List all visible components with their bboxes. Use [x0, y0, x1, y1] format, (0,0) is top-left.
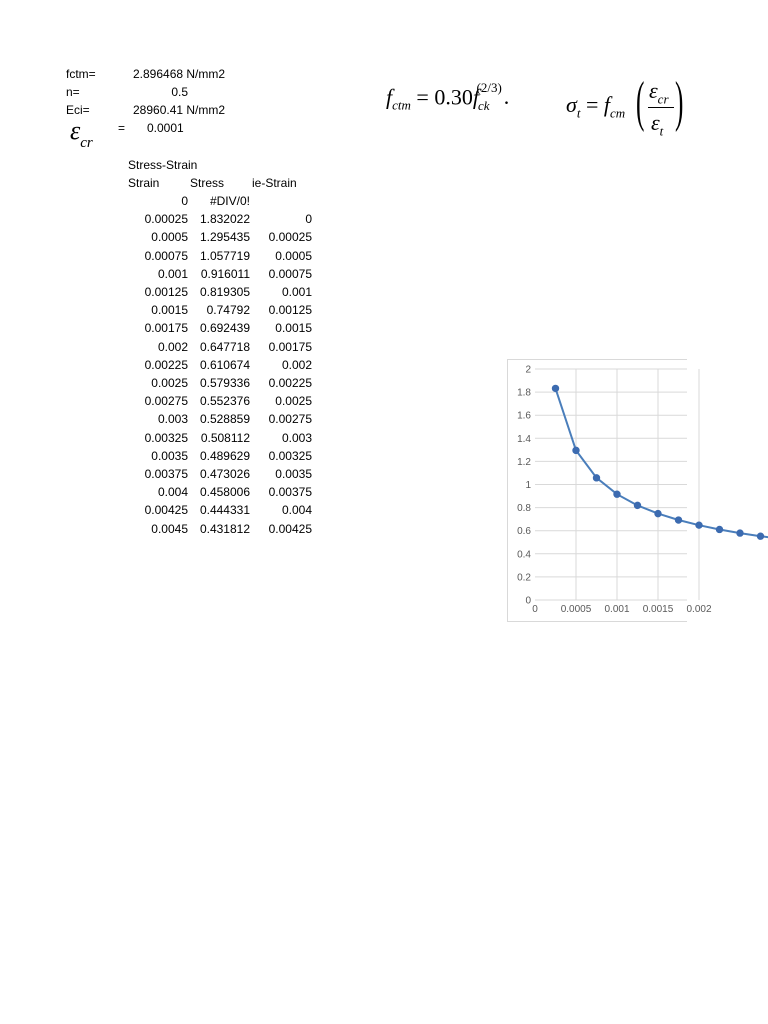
header-stress: Stress [190, 176, 225, 190]
data-point [573, 447, 579, 453]
cell-stress: 0.916011 [200, 267, 250, 281]
series-line [556, 388, 768, 550]
cell-stress: 0.74792 [206, 303, 250, 317]
formula-right-paren: ) [675, 71, 684, 133]
cell-ie-strain: 0.00175 [268, 340, 312, 354]
cell-stress: 0.692439 [199, 321, 250, 335]
y-tick-label: 1 [525, 480, 531, 491]
y-tick-label: 0.6 [517, 526, 531, 538]
cell-stress: #DIV/0! [209, 194, 250, 208]
cell-stress: 1.057719 [199, 249, 250, 263]
cell-ie-strain: 0.0015 [275, 321, 312, 335]
fctm-value: 2.896468 N/mm2 [133, 67, 226, 81]
cell-stress: 0.647718 [199, 340, 250, 354]
cell-strain: 0.0005 [151, 230, 188, 244]
cell-strain: 0.00325 [144, 431, 188, 445]
cell-strain: 0.00425 [144, 503, 188, 517]
cell-stress: 0.552376 [199, 394, 250, 408]
y-tick-label: 1.6 [517, 410, 531, 422]
x-tick-label: 0.0015 [642, 604, 674, 615]
n-value: 0.5 [171, 85, 188, 99]
ecr-equals: = [118, 121, 126, 135]
data-point [757, 533, 763, 539]
cell-strain: 0.0045 [151, 522, 188, 536]
cell-ie-strain: 0.00425 [268, 522, 312, 536]
formula-left-paren: ( [636, 71, 645, 133]
formula-sigma: $\sigma_t = f_{cm}$ [566, 92, 626, 121]
cell-ie-strain: 0.00375 [268, 485, 312, 499]
cell-strain: 0.001 [157, 267, 188, 281]
y-tick-label: 1.4 [517, 433, 531, 445]
cell-stress: 0.444331 [199, 503, 250, 517]
cell-ie-strain: 0.0025 [275, 394, 312, 408]
cell-ie-strain: 0.0035 [275, 467, 312, 481]
cell-ie-strain: 0.004 [281, 503, 312, 517]
y-tick-label: 0 [525, 595, 531, 607]
cell-stress: 0.528859 [199, 412, 250, 426]
cell-strain: 0.0035 [151, 449, 188, 463]
formula-numerator: $\varepsilon_{cr}$ [649, 78, 669, 107]
ecr-symbol: $\varepsilon_{cr}$ [70, 116, 93, 152]
formula-denominator: $\varepsilon_t$ [651, 110, 664, 139]
data-point [593, 475, 599, 481]
cell-stress: 1.832022 [199, 212, 250, 226]
cell-strain: 0.00225 [144, 358, 188, 372]
cell-strain: 0.004 [157, 485, 188, 499]
formula-fraction-bar [648, 107, 674, 108]
cell-stress: 0.431812 [199, 522, 250, 536]
cell-ie-strain: 0.002 [281, 358, 312, 372]
formula-fctm: $f_{ctm} = 0.30f_{ck}^{(2/3)}$. [386, 80, 510, 113]
y-tick-label: 2 [525, 364, 531, 376]
n-label: n= [66, 85, 80, 99]
x-tick-label: 0 [532, 604, 538, 615]
cell-strain: 0 [181, 194, 188, 208]
cell-strain: 0.00175 [144, 321, 188, 335]
cell-stress: 1.295435 [199, 230, 250, 244]
y-tick-label: 1.8 [517, 387, 531, 399]
cell-strain: 0.00025 [144, 212, 188, 226]
cell-stress: 0.458006 [199, 485, 250, 499]
cell-strain: 0.002 [157, 340, 188, 354]
cell-ie-strain: 0 [305, 212, 312, 226]
cell-stress: 0.579336 [199, 376, 250, 390]
data-point [696, 522, 702, 528]
ecr-value: 0.0001 [147, 121, 184, 135]
cell-ie-strain: 0.00325 [268, 449, 312, 463]
cell-ie-strain: 0.00125 [268, 303, 312, 317]
y-tick-label: 1.2 [517, 456, 531, 468]
data-point [655, 510, 661, 516]
cell-ie-strain: 0.003 [281, 431, 312, 445]
stress-strain-chart [507, 359, 712, 622]
cell-strain: 0.00075 [144, 249, 188, 263]
data-point [675, 517, 681, 523]
cell-ie-strain: 0.00275 [268, 412, 312, 426]
header-ie-strain: ie-Strain [252, 176, 297, 190]
cell-strain: 0.003 [157, 412, 188, 426]
y-tick-label: 0.2 [517, 572, 531, 584]
cell-ie-strain: 0.00025 [268, 230, 312, 244]
eci-value: 28960.41 N/mm2 [133, 103, 226, 117]
data-point [634, 502, 640, 508]
cell-stress: 0.610674 [199, 358, 250, 372]
fctm-label: fctm= [66, 67, 96, 81]
cell-ie-strain: 0.0005 [275, 249, 312, 263]
data-point [552, 385, 558, 391]
data-point [716, 526, 722, 532]
cell-strain: 0.00125 [144, 285, 188, 299]
cell-stress: 0.489629 [199, 449, 250, 463]
cell-strain: 0.0015 [151, 303, 188, 317]
header-strain: Strain [128, 176, 160, 190]
y-tick-label: 0.4 [517, 549, 531, 561]
y-tick-label: 0.8 [517, 503, 531, 515]
table-title: Stress-Strain [128, 158, 198, 172]
cell-stress: 0.508112 [200, 431, 250, 445]
cell-strain: 0.0025 [151, 376, 188, 390]
cell-ie-strain: 0.00225 [268, 376, 312, 390]
data-point [737, 530, 743, 536]
cell-strain: 0.00275 [144, 394, 188, 408]
cell-stress: 0.819305 [199, 285, 250, 299]
eci-label: Eci= [66, 103, 90, 117]
x-tick-label: 0.0005 [560, 604, 592, 615]
cell-stress: 0.473026 [199, 467, 250, 481]
x-tick-label: 0.002 [686, 604, 712, 615]
data-point [614, 491, 620, 497]
cell-ie-strain: 0.00075 [268, 267, 312, 281]
cell-ie-strain: 0.001 [281, 285, 312, 299]
cell-strain: 0.00375 [144, 467, 188, 481]
x-tick-label: 0.001 [604, 604, 630, 615]
chart-svg [508, 360, 712, 621]
